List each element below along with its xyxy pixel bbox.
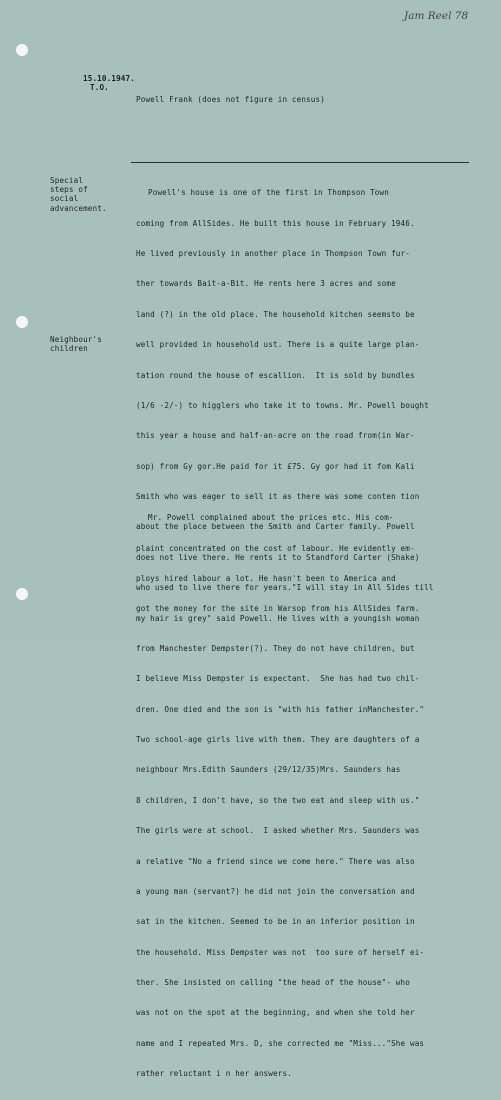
body-line: (1/6 -2/-) to higglers who take it to towns. Mr. Powell bought (136, 400, 429, 410)
body-line: Mr. Powell complained about the prices etc. His com- (148, 513, 394, 523)
body-line: ther. She insisted on calling "the head of the house"- who (136, 978, 410, 987)
body-line: The girls were at school. I asked whether Mrs. Saunders was (136, 826, 420, 836)
margin-note-neighbours-children: Neighbour's children (50, 335, 102, 354)
body-line: Powell's house is one of the first in Thompson Town (148, 188, 389, 198)
body-line: tation round the house of escallion. It is sold by bundles (136, 370, 415, 380)
body-line: ther towards Bait-a-Bit. He rents here 3 acres and some (136, 279, 396, 289)
divider-rule (131, 162, 469, 163)
body-line: neighbour Mrs.Edith Saunders (29/12/35)Mrs. Saunders has (136, 765, 401, 775)
body-line: was not on the spot at the beginning, and when she told her (136, 1008, 415, 1018)
body-line: this year a house and half-an-acre on the road from(in War- (136, 431, 415, 441)
body-line: Smith who was eager to sell it as there was some conten tion (136, 492, 420, 501)
body-line: name and I repeated Mrs. D, she corrected me "Miss..."She was (136, 1038, 425, 1048)
body-line: ploys hired labour a lot. He hasn't been to America and (136, 574, 396, 583)
body-line: I believe Miss Dempster is expectant. She has had two chil- (136, 674, 420, 684)
body-line: He lived previously in another place in Thompson Town fur- (136, 249, 410, 258)
punch-hole (16, 588, 28, 600)
body-line: sat in the kitchen. Seemed to be in an inferior position in (136, 917, 415, 927)
subject-line: Powell Frank (does not figure in census) (136, 95, 325, 104)
date-line: 15.10.1947. (83, 74, 135, 83)
body-line: well provided in household ust. There is a quite large plan- (136, 340, 420, 350)
body-line: sop) from Gy gor.He paid for it £75. Gy gor had it fom Kali (136, 461, 415, 471)
body-line: who used to live there for years."I will stay in All Sides till (136, 583, 434, 593)
body-line: Two school-age girls live with them. They are daughters of a (136, 735, 420, 744)
punch-hole (16, 316, 28, 328)
archive-reference: Jam Reel 78 (404, 10, 469, 22)
body-line: my hair is grey" said Powell. He lives with a youngish woman (136, 613, 420, 623)
initials-line: T.O. (90, 83, 109, 92)
body-line: got the money for the site in Warsop from his AllSides farm. (136, 604, 420, 614)
body-line: dren. One died and the son is "with his father inManchester." (136, 704, 425, 714)
body-line: coming from AllSides. He built this house in February 1946. (136, 218, 415, 228)
margin-note-social-advancement: Special steps of social advancement. (50, 176, 107, 213)
body-line: from Manchester Dempster(?). They do not have children, but (136, 643, 415, 653)
body-line: a relative "No a friend since we come here." There was also (136, 856, 415, 866)
punch-hole (16, 44, 28, 56)
body-paragraph-2 (136, 493, 476, 635)
body-line: rather reluctant i n her answers. (136, 1069, 292, 1079)
body-line: the household. Miss Dempster was not too sure of herself ei- (136, 947, 425, 957)
body-line: land (?) in the old place. The household kitchen seemsto be (136, 309, 415, 319)
body-line: plaint concentrated on the cost of labour. He evidently em- (136, 543, 415, 553)
body-line: does not live there. He rents it to Standford Carter (Shake) (136, 552, 420, 562)
body-line: 8 children, I don't have, so the two eat and sleep with us." (136, 795, 420, 805)
body-line: a young man (servant?) he did not join the conversation and (136, 886, 415, 896)
body-line: about the place between the Smith and Carter family. Powell (136, 522, 415, 532)
